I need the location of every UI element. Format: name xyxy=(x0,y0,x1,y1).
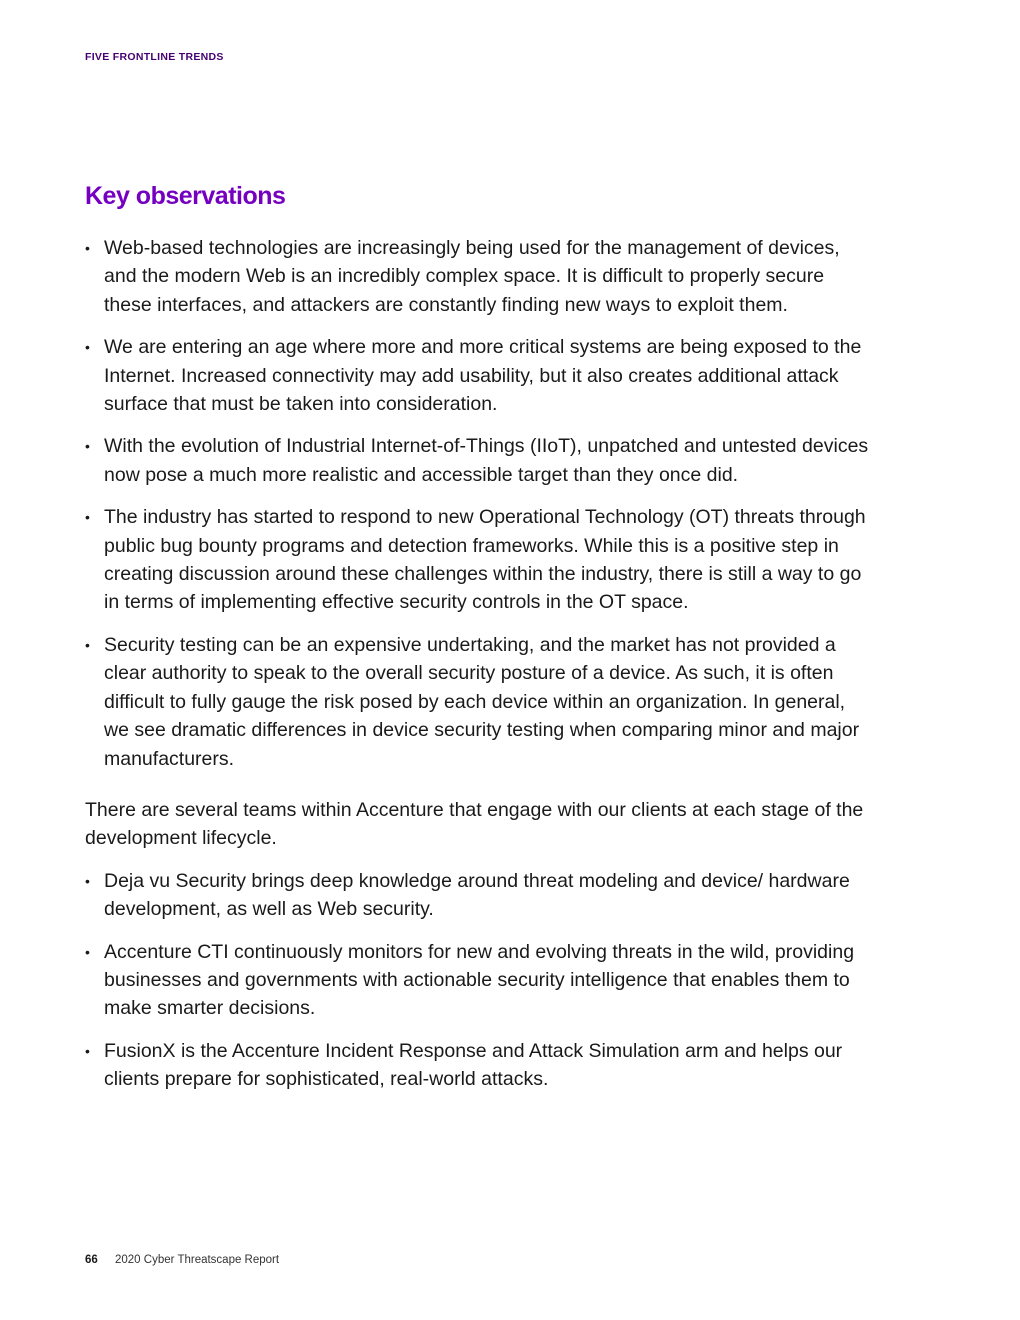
list-item-text: The industry has started to respond to new Operational Technology (OT) threats through public bug bounty programs and detection frameworks. While this is a positive step in creating discussion around these challenges within the industry, there is still a way to go in terms of implementing effective security controls in the OT space. xyxy=(104,506,866,614)
bullet-icon: • xyxy=(85,1042,90,1059)
report-title: 2020 Cyber Threatscape Report xyxy=(115,1254,280,1266)
page-heading: Key observations xyxy=(85,182,286,210)
list-item xyxy=(85,938,875,1023)
list-item xyxy=(85,432,875,489)
bullet-icon: • xyxy=(85,438,90,455)
list-item xyxy=(85,867,875,924)
list-item-text: We are entering an age where more and more critical systems are being exposed to the Internet. Increased connectivity may add usability, but it also creates additional attack surface that must be taken into consideration. xyxy=(104,336,862,416)
teams-list xyxy=(85,867,875,1094)
section-label: FIVE FRONTLINE TRENDS xyxy=(85,51,224,63)
list-item xyxy=(85,1037,875,1094)
bullet-icon: • xyxy=(85,240,90,256)
bullet-icon: • xyxy=(85,339,90,356)
teams-intro-paragraph: There are several teams within Accenture that engage with our clients at each stage of the development lifecycle. xyxy=(85,798,864,850)
list-item-text: FusionX is the Accenture Incident Response and Attack Simulation arm and helps our clients prepare for sophisticated, real-world attacks. xyxy=(104,1039,843,1091)
list-item-text: Accenture CTI continuously monitors for new and evolving threats in the wild, providing businesses and governments with actionable security intelligence that enables them to make smarter decisions. xyxy=(104,940,855,1020)
bullet-icon: • xyxy=(85,636,90,653)
list-item-text: With the evolution of Industrial Internet-of-Things (IIoT), unpatched and untested devices now pose a much more realistic and accessible target than they once did. xyxy=(104,435,869,486)
list-item xyxy=(85,234,875,319)
list-item-text: Web-based technologies are increasingly being used for the management of devices, and the modern Web is an incredibly complex space. It is difficult to properly secure these interfaces, and attackers are constantly finding new ways to exploit them. xyxy=(104,237,840,316)
bullet-icon: • xyxy=(85,509,90,526)
list-item-text: Security testing can be an expensive undertaking, and the market has not provided a clear authority to speak to the overall security posture of a device. As such, it is often difficult to fully gauge the risk posed by each device within an organization. In general, we see dramatic differences in device security testing when comparing minor and major manufacturers. xyxy=(104,633,860,770)
page-footer xyxy=(85,1254,279,1266)
list-item xyxy=(85,333,875,418)
observations-list xyxy=(85,234,875,773)
page-number: 66 xyxy=(85,1254,98,1266)
bullet-icon: • xyxy=(85,943,90,960)
list-item-text: Deja vu Security brings deep knowledge around threat modeling and device/ hardware development, as well as Web security. xyxy=(104,869,850,921)
main-content xyxy=(85,178,875,1108)
list-item xyxy=(85,503,875,617)
list-item xyxy=(85,631,875,773)
bullet-icon: • xyxy=(85,872,90,889)
